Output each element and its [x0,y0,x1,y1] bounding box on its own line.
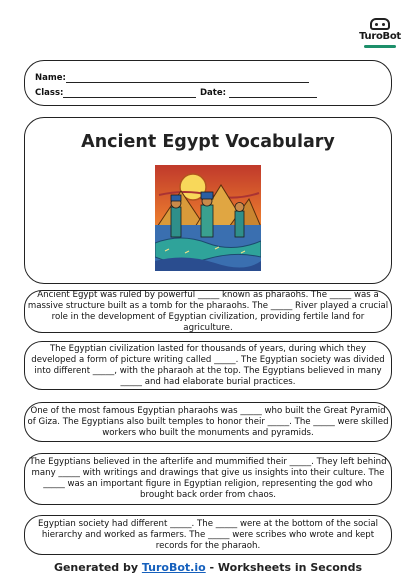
passage-text-3: One of the most famous Egyptian pharaohs was _____ who built the Great Pyramid of Giza. The Egyptians also built temples to honor their _____. The _____ were skilled workers who built the monuments and pyramids. [27,405,389,438]
date-field [200,88,317,98]
passage-text-5: Egyptian society had different _____. The _____ were at the bottom of the social hierarchy and worked as farmers. The _____ were scribes who wrote and kept records for the pharaoh. [37,518,378,551]
passage-box-2 [24,341,392,390]
footer-prefix: Generated by [53,561,142,574]
title-box [24,117,392,284]
student-info-box [24,60,392,106]
footer-suffix: - Worksheets in Seconds [205,561,363,574]
turobot-link[interactable]: TuroBot.io [141,561,206,574]
footer [0,561,416,574]
passage-box-3 [24,402,392,442]
date-blank-line[interactable] [229,88,317,98]
worksheet-title: Ancient Egypt Vocabulary [81,132,335,152]
passage-text-4: The Egyptians believed in the afterlife and mummified their _____. They left behind many _____ with writings and drawings that give us insights into their culture. The _____ was an important figure in Egyptian religion, representing the god who brought back order from chaos. [29,457,387,500]
logo-brand-text: TuroBot [359,31,401,42]
name-label: Name: [35,73,66,83]
name-blank-line[interactable] [66,73,309,83]
passage-text-2: The Egyptian civilization lasted for thousands of years, during which they developed a form of picture writing called _____. The Egyptian society was divided into different _____, with the pharaoh at the top. The Egyptians believed in many _____ and had elaborate burial practices. [31,343,385,387]
name-field [35,73,309,83]
class-label: Class: [35,88,64,98]
robot-logo-icon [370,18,390,30]
passage-box-4 [24,453,392,505]
date-label: Date: [200,88,227,98]
passage-text-1: Ancient Egypt was ruled by powerful _____ known as pharaohs. The _____ was a massive structure built as a tomb for the pharaohs. The _____ River played a crucial role in the development of Egyptian civilization, providing fertile land for agriculture. [27,289,389,333]
turobot-logo [356,18,404,52]
passage-box-1 [24,290,392,333]
class-blank-line[interactable] [63,88,196,98]
logo-underline [364,45,396,48]
passage-box-5 [24,515,392,555]
class-field [35,88,196,98]
egyptian-pharaohs-pyramids-illustration [155,165,261,271]
